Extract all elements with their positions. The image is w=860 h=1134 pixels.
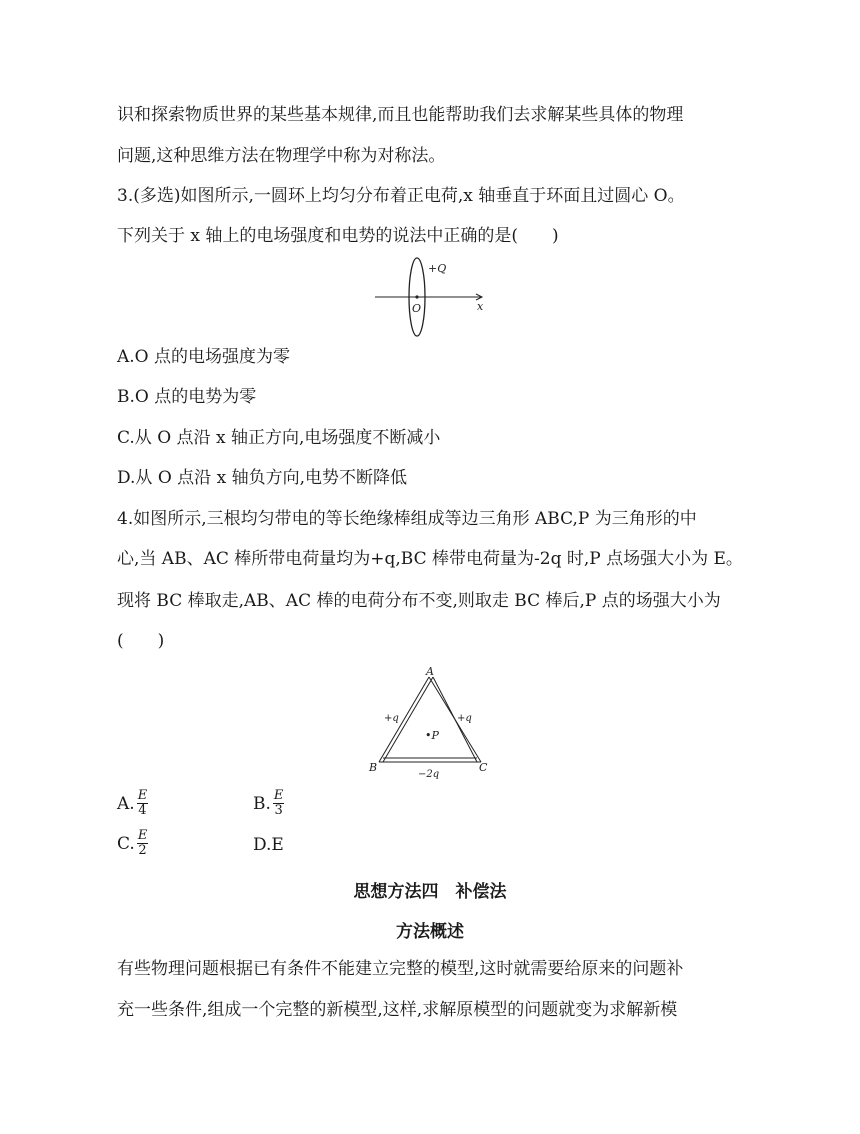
intro-line-2: 问题,这种思维方法在物理学中称为对称法。 — [117, 146, 446, 166]
q4-option-c-prefix: C. — [117, 833, 135, 854]
q4-option-a-numerator: E — [137, 788, 148, 803]
q4-option-d — [253, 835, 284, 855]
q3-option-c: C.从 O 点沿 x 轴正方向,电场强度不断减小 — [117, 428, 441, 448]
q4-option-a-fraction — [137, 789, 149, 818]
q4-option-b-prefix: B. — [253, 793, 271, 814]
vertex-a-label: A — [426, 665, 434, 678]
triangle-rods-figure — [365, 664, 500, 782]
q4-stem-line-3: 现将 BC 棒取走,AB、AC 棒的电荷分布不变,则取走 BC 棒后,P 点的场强大小为 — [117, 591, 721, 611]
section-para-line-2: 充一些条件,组成一个完整的新模型,这样,求解原模型的问题就变为求解新模 — [117, 1000, 678, 1020]
ring-center-dot — [415, 295, 418, 298]
section-para-line-1: 有些物理问题根据已有条件不能建立完整的模型,这时就需要给原来的问题补 — [117, 959, 684, 979]
q4-stem-line-2: 心,当 AB、AC 棒所带电荷量均为+q,BC 棒带电荷量为-2q 时,P 点场强大小为 E。 — [117, 549, 743, 569]
q4-option-c-numerator: E — [137, 828, 148, 843]
q4-option-a — [117, 789, 148, 818]
q4-option-b — [253, 789, 284, 818]
section-title: 思想方法四 补偿法 — [353, 882, 507, 902]
q3-stem-line-1: 3.(多选)如图所示,一圆环上均匀分布着正电荷,x 轴垂直于环面且过圆心 O。 — [117, 186, 685, 206]
q4-option-a-prefix: A. — [117, 793, 135, 814]
q4-option-c-denominator: 2 — [138, 843, 147, 858]
q4-option-b-fraction — [273, 789, 285, 818]
q3-option-d: D.从 O 点沿 x 轴负方向,电势不断降低 — [117, 468, 407, 488]
x-axis-label: x — [477, 300, 484, 313]
ring-center-label: O — [412, 302, 422, 315]
ring-charge-label: +Q — [428, 262, 447, 275]
q4-option-c — [117, 829, 148, 858]
q3-option-a: A.O 点的电场强度为零 — [117, 347, 291, 367]
q4-option-d-text: D.E — [253, 835, 284, 855]
vertex-b-label: B — [369, 761, 378, 774]
q3-option-b: B.O 点的电势为零 — [117, 387, 257, 407]
q4-stem-line-1: 4.如图所示,三根均匀带电的等长绝缘棒组成等边三角形 ABC,P 为三角形的中 — [117, 509, 697, 529]
rod-ac-charge-label: +q — [457, 713, 472, 724]
center-p-label: •P — [425, 729, 439, 742]
q4-option-b-numerator: E — [273, 788, 284, 803]
intro-line-1: 识和探索物质世界的某些基本规律,而且也能帮助我们去求解某些具体的物理 — [117, 105, 684, 125]
vertex-c-label: C — [479, 761, 488, 774]
ring-charge-figure — [370, 254, 490, 344]
rod-ab-charge-label: +q — [384, 713, 399, 724]
q4-option-c-fraction — [137, 829, 149, 858]
section-subtitle: 方法概述 — [396, 922, 464, 942]
rod-bc-charge-label: −2q — [418, 769, 440, 780]
q4-option-b-denominator: 3 — [274, 803, 283, 818]
q4-stem-line-4: ( ) — [117, 631, 165, 651]
q4-option-a-denominator: 4 — [138, 803, 147, 818]
q3-stem-line-2: 下列关于 x 轴上的电场强度和电势的说法中正确的是( ) — [117, 226, 559, 246]
